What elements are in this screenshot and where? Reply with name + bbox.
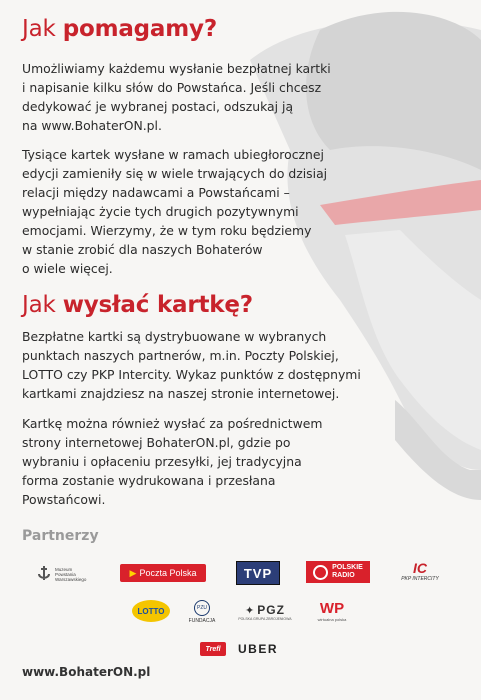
- tvp-logo: TVP: [236, 561, 280, 585]
- paragraph-how-we-help-2: Tysiące kartek wysłane w ramach ubiegłorocznej edycji zamieniły się w wiele trwających do dzisiaj relacji między nadawcami a Powstańcami – wypełniając życie tych drugich pozytywnymi emocjami. Wierzymy, że w tym roku będziemy w stanie zrobić dla naszych Bohaterów o wiele więcej.: [22, 147, 328, 276]
- pgz-logo: ✦ PGZ POLSKA GRUPA ZBROJENIOWA: [238, 603, 292, 621]
- muzeum-powstania-logo: Muzeum Powstania Warszawskiego: [36, 562, 106, 586]
- pgz-emblem-icon: ✦: [245, 604, 255, 617]
- wirtualna-polska-logo: WP wirtualna polska: [317, 599, 347, 622]
- paragraph-how-to-send-1: Bezpłatne kartki są dystrybuowane w wybranych punktach naszych partnerów, m.in. Poczty Polskiej, LOTTO czy PKP Intercity. Wykaz punktów z dostępnymi kartkami znajdziesz na naszej stronie internetowej.: [22, 329, 361, 401]
- section-heading-how-we-help: Jak pomagamy?: [22, 16, 217, 42]
- uber-logo: UBER: [237, 642, 278, 656]
- footer-website-url: www.BohaterON.pl: [22, 665, 151, 679]
- lotto-logo: LOTTO: [132, 600, 170, 622]
- pkp-intercity-logo: IC PKP INTERCITY: [401, 559, 439, 582]
- paragraph-how-to-send-2: Kartkę można również wysłać za pośrednictwem strony internetowej BohaterON.pl, gdzie po wybraniu i opłaceniu przesyłki, jej tradycyjna forma zostanie wydrukowana i przesłana Powstańcowi.: [22, 416, 323, 507]
- horn-icon: ▶: [129, 567, 137, 578]
- radio-rings-icon: [313, 565, 328, 580]
- partners-heading: Partnerzy: [22, 528, 99, 544]
- poczta-polska-logo: ▶ Poczta Polska: [120, 564, 206, 582]
- polskie-radio-logo: POLSKIE RADIO: [306, 561, 370, 583]
- trefl-logo: Trefl: [200, 642, 226, 656]
- anchor-icon: [36, 564, 52, 584]
- paragraph-how-we-help-1: Umożliwiamy każdemu wysłanie bezpłatnej kartki i napisanie kilku słów do Powstańca. Jeśli chcesz dedykować je wybranej postaci, odszukaj ją na www.BohaterON.pl.: [22, 61, 331, 133]
- section-heading-how-to-send: Jak wysłać kartkę?: [22, 292, 253, 318]
- fundacja-pzu-logo: PZU FUNDACJA: [186, 598, 218, 626]
